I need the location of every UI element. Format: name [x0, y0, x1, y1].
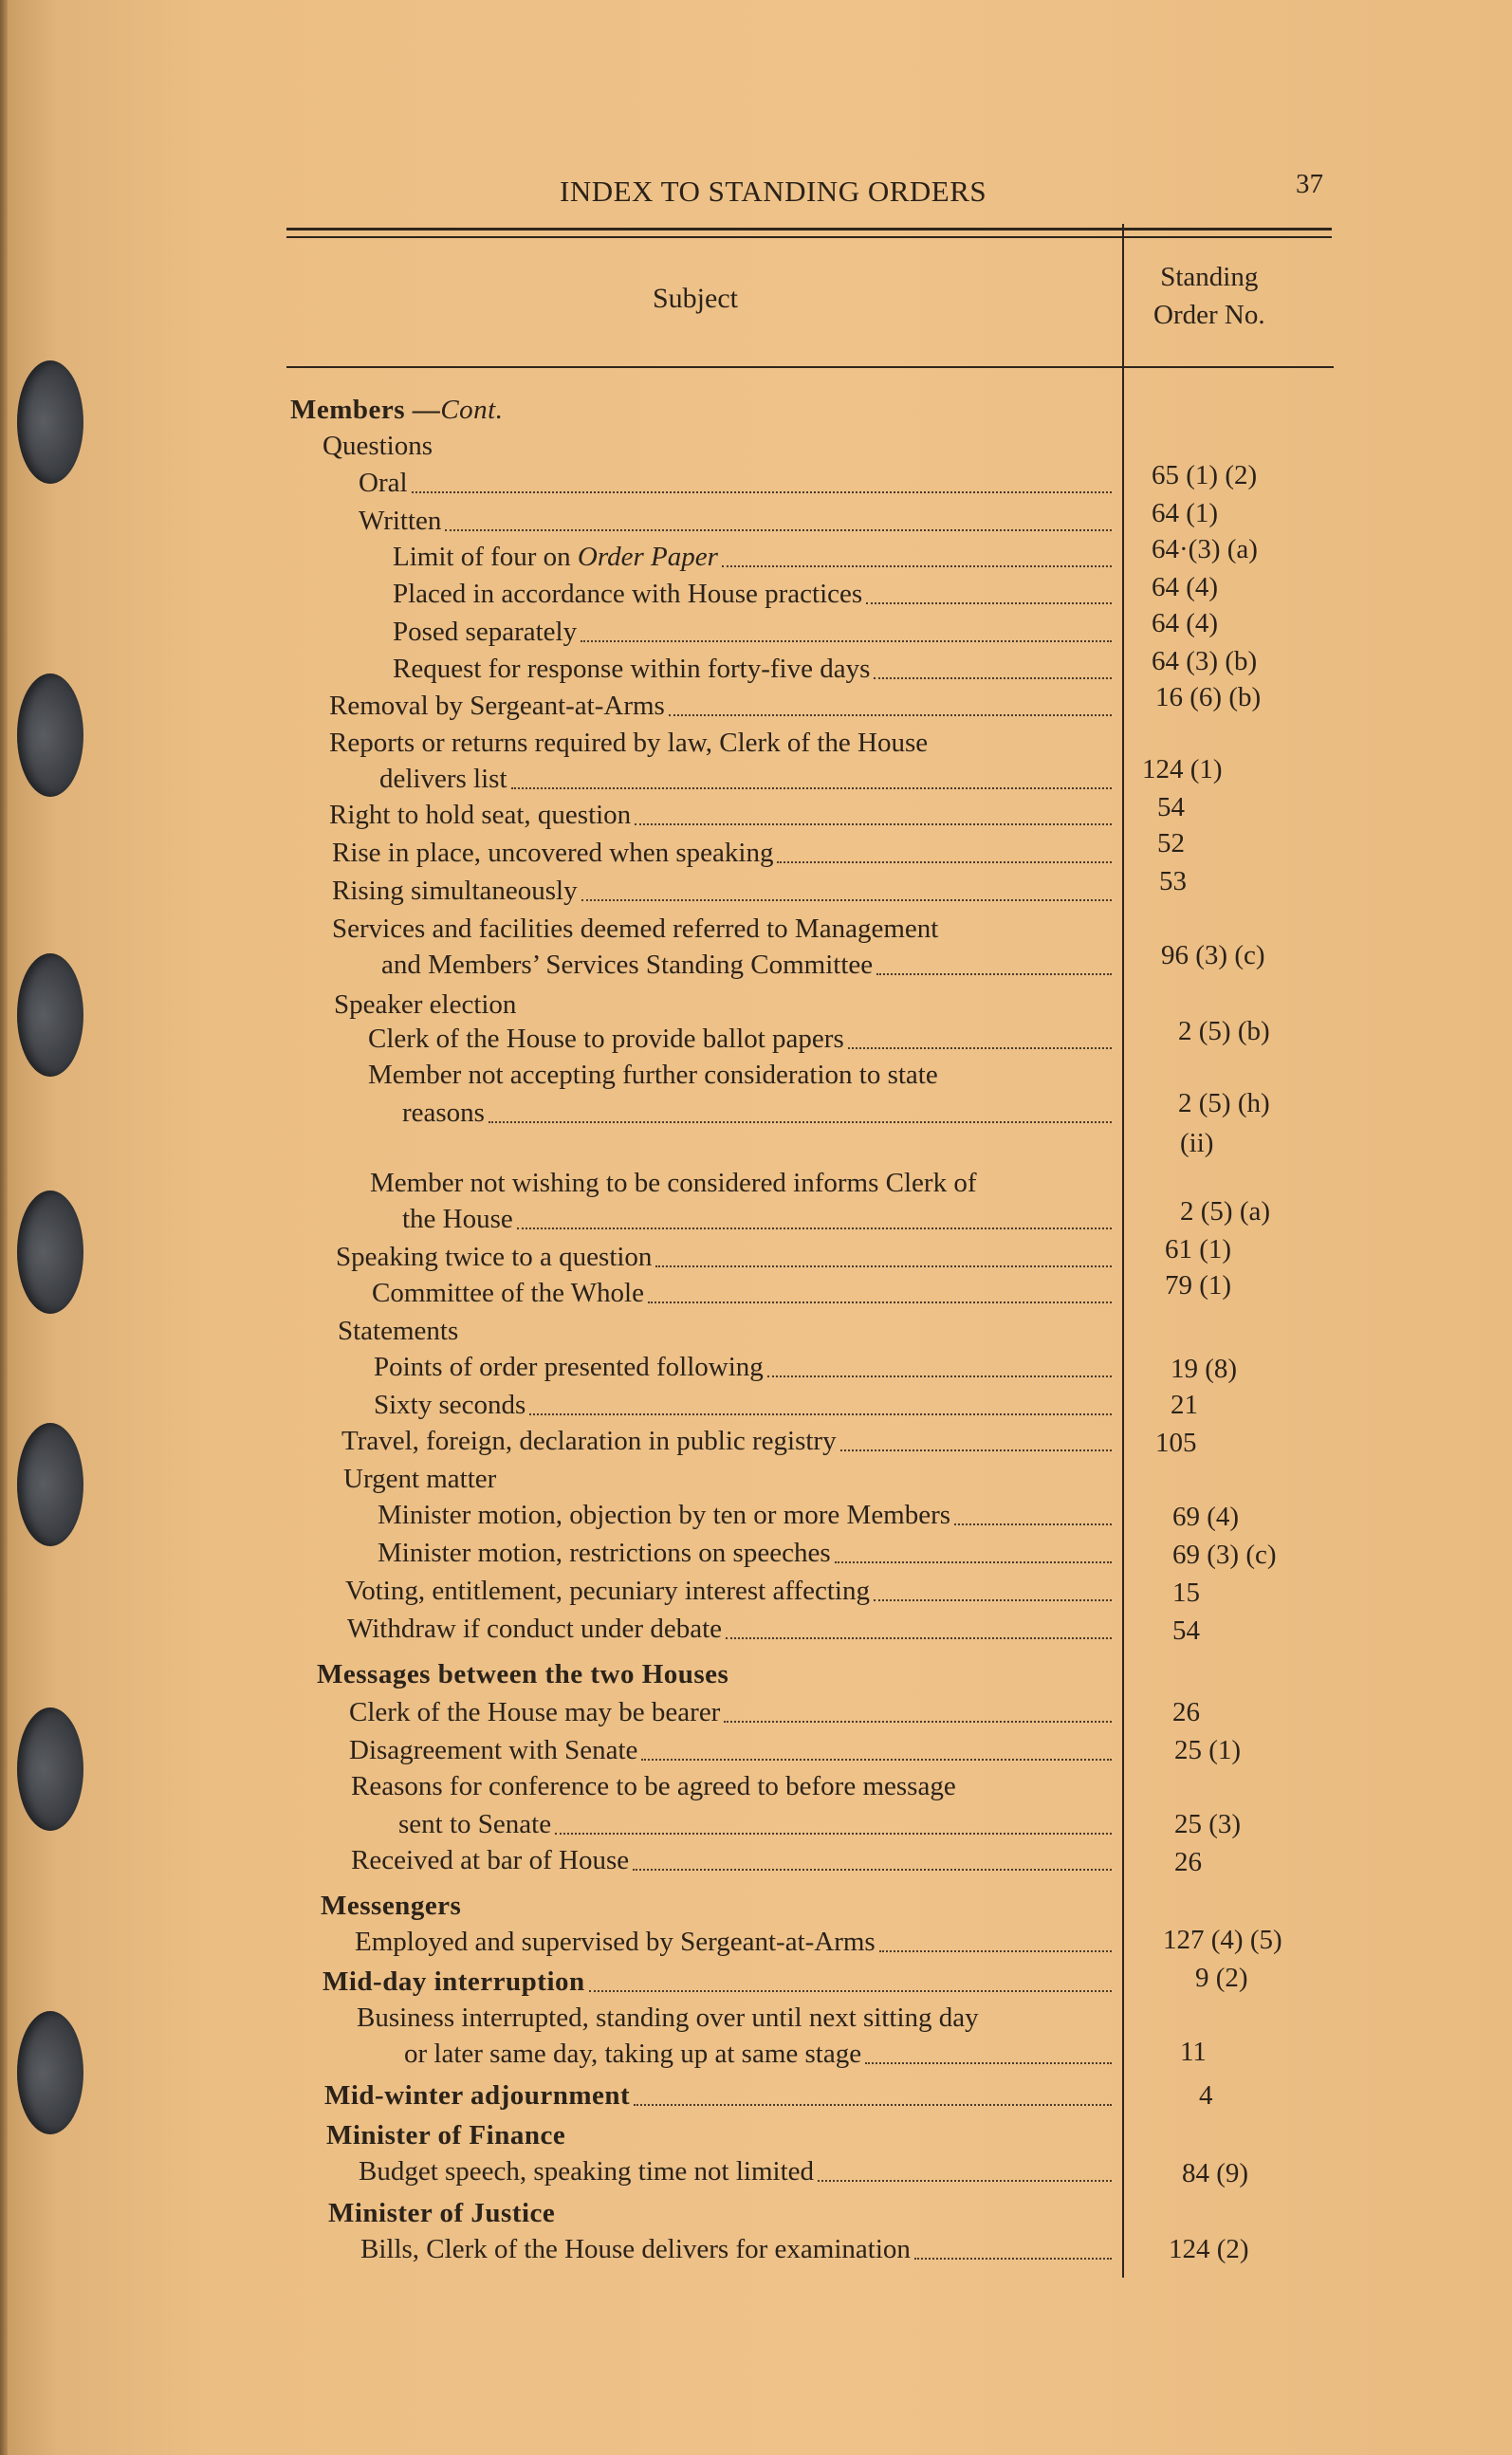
index-entry: [368, 1021, 844, 1057]
index-entry: [347, 1611, 722, 1647]
index-entry: [334, 987, 516, 1023]
column-divider: [1122, 224, 1124, 2278]
index-entry: [349, 1732, 637, 1768]
dot-leader: [874, 677, 1112, 679]
entry-text: sent to Senate: [398, 1809, 552, 1839]
standing-order-number: 79 (1): [1165, 1270, 1232, 1301]
entry-text: Reasons for conference to be agreed to before message: [351, 1771, 956, 1801]
entry-text: delivers list: [379, 764, 507, 794]
entry-text: Disagreement with Senate: [349, 1735, 638, 1765]
entry-text: Questions: [323, 431, 433, 461]
standing-order-number: 124 (2): [1169, 2234, 1249, 2264]
standing-order-number: 53: [1159, 866, 1187, 896]
entry-text: Committee of the Whole: [372, 1278, 644, 1308]
entry-text: Member not wishing to be considered informs Clerk of: [370, 1168, 977, 1198]
entry-text: Posed separately: [393, 617, 578, 647]
dot-leader: [555, 1833, 1112, 1835]
dot-leader: [914, 2258, 1112, 2260]
dot-leader: [866, 602, 1112, 604]
dot-leader: [818, 2180, 1112, 2182]
entry-italic-text: Order Paper: [577, 542, 718, 572]
index-entry: [323, 428, 433, 464]
entry-text: Member not accepting further consideration to state: [368, 1060, 938, 1090]
standing-order-number: 64 (3) (b): [1152, 646, 1258, 676]
dot-leader: [726, 1637, 1112, 1639]
standing-order-number: 52: [1157, 828, 1185, 858]
entry-text: Bills, Clerk of the House delivers for examination: [360, 2234, 911, 2264]
entry-text: Clerk of the House to provide ballot papers: [368, 1024, 844, 1054]
standing-order-number: 16 (6) (b): [1155, 682, 1262, 712]
binder-hole: [17, 1707, 83, 1831]
entry-text: Minister motion, restrictions on speeches: [378, 1538, 831, 1568]
standing-order-number: 2 (5) (b): [1178, 1016, 1270, 1046]
standing-order-number: 21: [1171, 1390, 1198, 1420]
dot-leader: [581, 640, 1112, 642]
standing-order-number: 9 (2): [1195, 1963, 1248, 1993]
entry-text: Rising simultaneously: [332, 876, 578, 906]
index-entry: [370, 1165, 977, 1201]
binder-hole: [17, 1423, 83, 1546]
entry-text: Request for response within forty-five days: [393, 654, 871, 684]
entry-text: Travel, foreign, declaration in public registry: [341, 1426, 837, 1456]
entry-text: Limit of four on: [393, 542, 578, 572]
standing-order-number: 26: [1174, 1847, 1202, 1877]
index-entry: [359, 503, 441, 539]
index-entry: [393, 576, 862, 612]
entry-text: Business interrupted, standing over until next sitting day: [357, 2003, 979, 2033]
dot-leader: [874, 1599, 1112, 1601]
column-header-rule: [286, 366, 1334, 368]
entry-text: Employed and supervised by Sergeant-at-Arms: [355, 1927, 876, 1957]
dot-leader: [511, 787, 1112, 789]
standing-order-number: 2 (5) (h): [1178, 1088, 1270, 1118]
dot-leader: [589, 1990, 1112, 1992]
dot-leader: [489, 1121, 1112, 1123]
index-entry: [359, 465, 408, 501]
dot-leader: [848, 1047, 1112, 1049]
index-entry: [378, 1497, 950, 1533]
dot-leader: [412, 491, 1112, 493]
index-entry: [368, 1057, 938, 1093]
index-entry: [379, 761, 507, 797]
dot-leader: [635, 823, 1112, 825]
index-heading: [321, 1888, 461, 1924]
index-entry: [381, 947, 873, 983]
standing-order-number: 69 (4): [1172, 1502, 1240, 1532]
standing-order-number: 69 (3) (c): [1172, 1540, 1277, 1570]
entry-text: and Members’ Services Standing Committee: [381, 950, 874, 980]
dot-leader: [954, 1523, 1112, 1525]
standing-order-number: 105: [1155, 1428, 1197, 1458]
standing-order-number: 54: [1157, 792, 1185, 822]
entry-text: Removal by Sergeant-at-Arms: [329, 691, 665, 721]
entry-text: Messengers: [321, 1891, 462, 1921]
index-entry: [355, 1924, 876, 1960]
dot-leader: [722, 565, 1112, 567]
binder-hole: [17, 2011, 83, 2134]
dot-leader: [840, 1449, 1112, 1451]
index-entry: [393, 651, 870, 687]
entry-text: Mid-winter adjournment: [324, 2080, 631, 2111]
index-entry: [332, 835, 773, 871]
entry-text: Oral: [359, 468, 408, 498]
dot-leader: [724, 1721, 1112, 1723]
entry-text: Messages between the two Houses: [317, 1659, 729, 1689]
index-entry: [345, 1573, 870, 1609]
standing-order-number: 64 (1): [1152, 498, 1219, 528]
dot-leader: [634, 2104, 1112, 2106]
dot-leader: [876, 973, 1112, 975]
header-rule-bottom: [286, 236, 1332, 238]
index-entry: [329, 725, 928, 761]
standing-order-number: 54: [1172, 1615, 1200, 1646]
page-number: 37: [1296, 169, 1323, 199]
standing-order-number: 84 (9): [1182, 2158, 1249, 2188]
entry-text: the House: [402, 1204, 513, 1234]
standing-order-number: 127 (4) (5): [1163, 1925, 1282, 1955]
standing-order-number: 2 (5) (a): [1180, 1196, 1271, 1227]
standing-order-number: 61 (1): [1165, 1234, 1232, 1264]
standing-order-number: 26: [1172, 1697, 1200, 1727]
entry-text: Speaker election: [334, 989, 517, 1020]
entry-text: Points of order presented following: [374, 1352, 764, 1382]
index-heading: [317, 1656, 728, 1692]
binder-hole: [17, 953, 83, 1077]
column-header-order-line1: Standing: [1160, 262, 1259, 292]
column-header-subject: Subject: [653, 283, 738, 314]
entry-text: Statements: [338, 1316, 459, 1346]
standing-order-number: 96 (3) (c): [1161, 940, 1265, 970]
dot-leader: [865, 2062, 1112, 2064]
standing-order-number: 25 (1): [1174, 1735, 1242, 1765]
standing-order-number: 19 (8): [1171, 1354, 1238, 1384]
standing-order-number: 65 (1) (2): [1152, 460, 1258, 490]
header-rule-top: [286, 228, 1332, 231]
entry-text: Urgent matter: [343, 1464, 497, 1494]
dot-leader: [648, 1301, 1112, 1303]
entry-text: Minister of Finance: [326, 2120, 566, 2150]
dot-leader: [879, 1950, 1112, 1952]
dot-leader: [445, 529, 1112, 531]
index-entry: [374, 1349, 764, 1385]
index-heading: [290, 392, 503, 428]
entry-text: Sixty seconds: [374, 1390, 526, 1420]
index-entry: [393, 539, 718, 575]
index-entry: [402, 1095, 485, 1131]
binder-hole: [17, 360, 83, 484]
entry-text: Mid-day interruption: [323, 1966, 585, 1997]
dot-leader: [777, 861, 1112, 863]
entry-italic-text: Cont.: [440, 395, 504, 425]
index-entry: [349, 1694, 720, 1730]
entry-text: Rise in place, uncovered when speaking: [332, 838, 774, 868]
index-entry: [359, 2153, 814, 2189]
page-title: INDEX TO STANDING ORDERS: [560, 175, 987, 208]
index-entry: [329, 797, 631, 833]
dot-leader: [633, 1869, 1112, 1871]
entry-text: reasons: [402, 1098, 485, 1128]
binder-edge: [0, 0, 8, 2455]
entry-text: or later same day, taking up at same stage: [404, 2039, 862, 2069]
entry-text: Budget speech, speaking time not limited: [359, 2156, 815, 2187]
entry-text: Right to hold seat, question: [329, 800, 632, 830]
entry-text: Minister motion, objection by ten or more Members: [378, 1500, 951, 1530]
entry-text: Voting, entitlement, pecuniary interest affecting: [345, 1576, 870, 1606]
index-entry: [332, 911, 938, 947]
entry-text: Reports or returns required by law, Clerk of the House: [329, 728, 929, 758]
index-entry: [329, 688, 665, 724]
index-entry: [357, 2000, 979, 2036]
dot-leader: [655, 1265, 1112, 1267]
index-entry: [360, 2231, 911, 2267]
index-entry: [332, 873, 578, 909]
entry-text: Minister of Justice: [328, 2198, 556, 2228]
entry-text: Received at bar of House: [351, 1845, 630, 1875]
column-header-order-line2: Order No.: [1153, 300, 1265, 330]
index-heading: [328, 2195, 555, 2231]
standing-order-number: 11: [1180, 2037, 1207, 2067]
entry-text: Withdraw if conduct under debate: [347, 1614, 723, 1644]
index-heading: [326, 2117, 565, 2153]
index-entry: [378, 1535, 831, 1571]
index-entry: [393, 614, 577, 650]
entry-text: Clerk of the House may be bearer: [349, 1697, 721, 1727]
binder-hole: [17, 1191, 83, 1314]
standing-order-number: 15: [1172, 1578, 1200, 1608]
standing-order-number: 25 (3): [1174, 1809, 1242, 1839]
dot-leader: [581, 899, 1112, 901]
index-heading: [324, 2077, 630, 2114]
index-entry: [341, 1423, 837, 1459]
standing-order-number: 64 (4): [1152, 608, 1219, 638]
dot-leader: [641, 1759, 1112, 1761]
index-heading: [323, 1964, 585, 2000]
index-entry: [338, 1313, 458, 1349]
entry-text: Speaking twice to a question: [336, 1242, 653, 1272]
entry-text: Members —: [290, 395, 441, 425]
index-entry: [402, 1201, 513, 1237]
index-entry: [336, 1239, 652, 1275]
dot-leader: [517, 1228, 1112, 1229]
index-entry: [374, 1387, 526, 1423]
entry-text: Services and facilities deemed referred to Management: [332, 914, 939, 944]
standing-order-number: 4: [1199, 2080, 1213, 2111]
index-entry: [343, 1461, 496, 1497]
dot-leader: [835, 1561, 1112, 1563]
dot-leader: [529, 1413, 1112, 1415]
standing-order-number: 124 (1): [1142, 754, 1223, 784]
index-entry: [351, 1768, 956, 1804]
index-entry: [351, 1842, 629, 1878]
standing-order-number: 64·(3) (a): [1152, 534, 1258, 564]
binder-hole: [17, 674, 83, 797]
dot-leader: [767, 1375, 1112, 1377]
dot-leader: [669, 714, 1112, 716]
standing-order-number: (ii): [1180, 1128, 1214, 1158]
index-entry: [398, 1806, 551, 1842]
column-header-order: [1153, 258, 1265, 334]
entry-text: Placed in accordance with House practices: [393, 579, 863, 609]
index-entry: [404, 2036, 861, 2072]
entry-text: Written: [359, 506, 442, 536]
index-entry: [372, 1275, 644, 1311]
standing-order-number: 64 (4): [1152, 572, 1219, 602]
